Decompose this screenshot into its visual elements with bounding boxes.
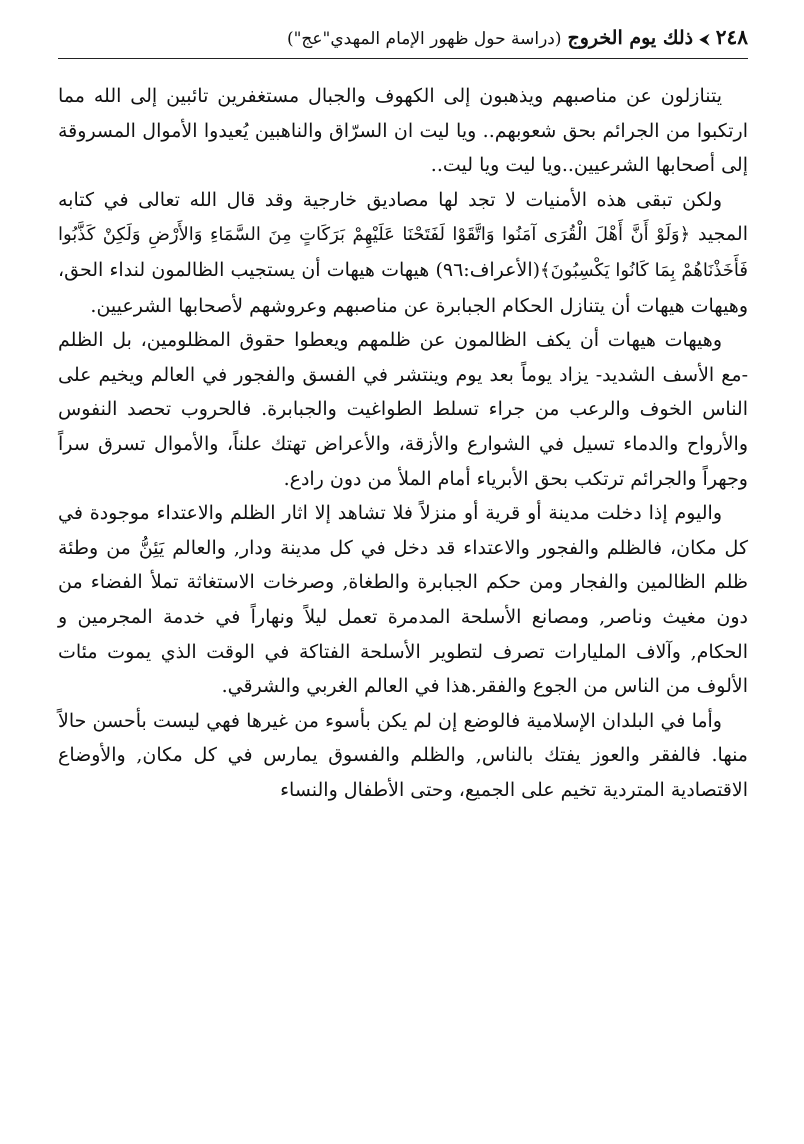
book-page — [58, 22, 748, 1122]
paragraph-2-intro: ولكن تبقى هذه الأمنيات لا تجد لها مصاديق خارجية وقد قال الله تعالى في كتابه المجيد — [58, 188, 748, 246]
paragraph-5: وأما في البلدان الإسلامية فالوضع إن لم يكن بأسوء من غيرها فهي ليست بأحسن حالاً منها. فالفقر والعوز يفتك بالناس, والظلم والفسوق يمارس في كل مكان, والأوضاع الاقتصادية المتردية تخيم على الجميع، وحتى الأطفال والنساء — [58, 709, 748, 801]
paragraph-2-continuation: هيهات هيهات أن يستجيب الظالمون لنداء الحق، وهيهات هيهات أن يتنازل الحكام الجبابرة عن مناصبهم وعروشهم لأصحابها الشرعيين. — [58, 258, 748, 317]
paragraph-2 — [58, 183, 748, 323]
page-number: ٢٤٨ — [715, 25, 748, 49]
book-title: ذلك يوم الخروج — [567, 27, 694, 49]
quran-verse: ﴿وَلَوْ أَنَّ أَهْلَ الْقُرَى آمَنُوا وَاتَّقَوْا لَفَتَحْنَا عَلَيْهِمْ بَرَكَاتٍ مِنَ السَّمَاءِ وَالأَرْضِ وَلَكِنْ كَذَّبُوا فَأَخَذْنَاهُمْ بِمَا كَانُوا يَكْسِبُونَ﴾ — [58, 224, 748, 281]
paragraph-3: وهيهات هيهات أن يكف الظالمون عن ظلمهم ويعطوا حقوق المظلومين، بل الظلم -مع الأسف الشديد- يزاد يوماً بعد يوم وينتشر في الفسق والفجور في العالم ويخيم على الناس الخوف والرعب من جراء تسلط الطواغيت والجبابرة. فالحروب تحصد النفوس والأرواح والدماء تسيل في الشوارع والأزقة، والأعراض تهتك علناً، والأموال تسرق سراً وجهراً والجرائم ترتكب بحق الأبرياء أمام الملأ من دون رادع. — [58, 329, 748, 490]
book-subtitle: (دراسة حول ظهور الإمام المهدي"عج") — [286, 29, 562, 49]
verse-citation: (الأعراف:٩٦) — [435, 258, 541, 281]
running-header — [58, 22, 748, 59]
paragraph-1: يتنازلون عن مناصبهم ويذهبون إلى الكهوف والجبال مستغفرين تائبين إلى الله مما ارتكبوا من الجرائم بحق شعوبهم.. ويا ليت ان السرّاق والناهبين يُعيدوا الأموال المسروقة إلى أصحابها الشرعيين..ويا ليت ويا ليت.. — [58, 85, 748, 177]
body-text — [58, 79, 748, 807]
arrow-left-icon: ⮜ — [699, 30, 710, 48]
paragraph-4: واليوم إذا دخلت مدينة أو قرية أو منزلاً فلا تشاهد إلا اثار الظلم والاعتداء موجودة في كل مكان، فالظلم والفجور والاعتداء قد دخل في كل مدينة ودار, والعالم يَئِنُّ من وطئة ظلم الظالمين والفجار ومن حكم الجبابرة والطغاة, وصرخات الاستغاثة تملأ الفضاء من دون مغيث وناصر, ومصانع الأسلحة المدمرة تعمل ليلاً ونهاراً في خدمة المجرمين و الحكام, وآلاف المليارات تصرف لتطوير الأسلحة الفتاكة في الوقت الذي يموت مئات الألوف من الناس من الجوع والفقر.هذا في العالم الغربي والشرقي. — [58, 502, 748, 698]
